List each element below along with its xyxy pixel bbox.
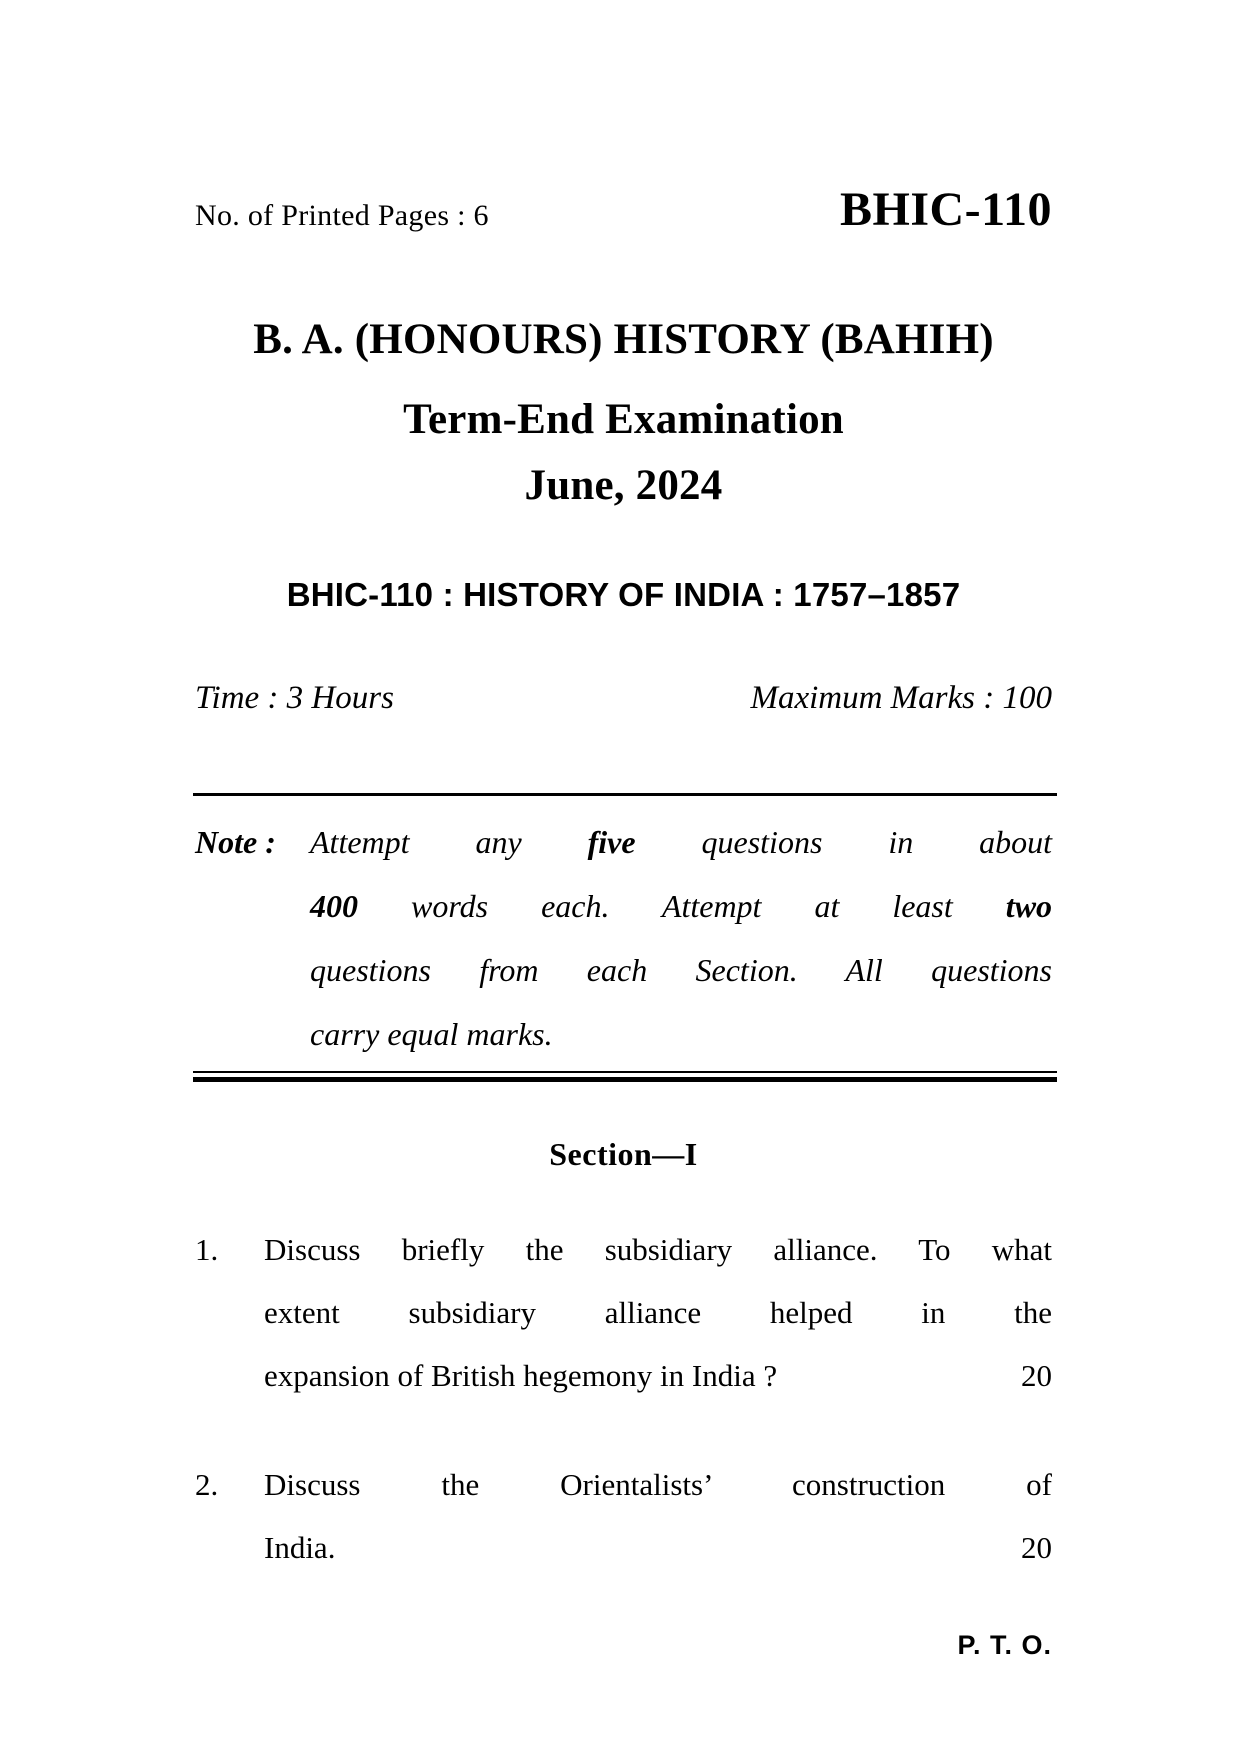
note-line-4: carry equal marks.	[310, 1016, 553, 1052]
program-title: B. A. (HONOURS) HISTORY (BAHIH)	[253, 316, 994, 363]
exam-title: Term-End Examination	[403, 396, 844, 443]
question-1-body	[264, 1218, 1052, 1407]
note-label: Note :	[195, 824, 276, 860]
note-block	[195, 810, 1052, 1066]
exam-meta-row	[195, 682, 1052, 715]
maximum-marks-label: Maximum Marks : 100	[750, 680, 1052, 716]
question-1-line-2: extent subsidiary alliance helped in the	[264, 1295, 1052, 1330]
double-rule	[193, 1071, 1057, 1082]
question-1-number: 1.	[195, 1232, 219, 1267]
question-1	[195, 1218, 1052, 1407]
note-line-2	[310, 874, 1052, 938]
pto-label: P. T. O.	[957, 1630, 1052, 1660]
note-line-1	[310, 810, 1052, 874]
question-2-text: India.	[264, 1530, 336, 1565]
note-emphasis: two	[1005, 888, 1053, 924]
question-2	[195, 1453, 1052, 1579]
question-2-number: 2.	[195, 1467, 219, 1502]
note-text: Attempt any	[310, 824, 522, 860]
course-subject-line: BHIC-110 : HISTORY OF INDIA : 1757–1857	[286, 576, 961, 613]
note-emphasis: 400	[310, 888, 358, 924]
printed-pages-label: No. of Printed Pages : 6	[195, 199, 489, 232]
question-1-line-1: Discuss briefly the subsidiary alliance. To what	[264, 1232, 1052, 1267]
note-text: questions in about	[701, 824, 1053, 860]
section-heading: Section—I	[549, 1136, 698, 1172]
note-line-3: questions from each Section. All questions	[310, 952, 1052, 988]
question-1-marks: 20	[1021, 1358, 1052, 1393]
time-allowed-label: Time : 3 Hours	[195, 680, 394, 716]
exam-session: June, 2024	[524, 462, 723, 509]
horizontal-rule	[193, 793, 1057, 796]
course-code: BHIC-110	[839, 183, 1052, 236]
question-1-line-3	[264, 1344, 1052, 1407]
note-body	[310, 810, 1052, 1066]
question-2-line-1: Discuss the Orientalists’ construction of	[264, 1467, 1052, 1502]
page-header	[195, 183, 1052, 236]
question-1-text: expansion of British hegemony in India ?	[264, 1358, 778, 1393]
note-emphasis: five	[587, 824, 636, 860]
note-text: words each. Attempt at least	[411, 888, 953, 924]
question-2-marks: 20	[1021, 1530, 1052, 1565]
question-2-body	[264, 1453, 1052, 1579]
question-2-line-2	[264, 1516, 1052, 1579]
